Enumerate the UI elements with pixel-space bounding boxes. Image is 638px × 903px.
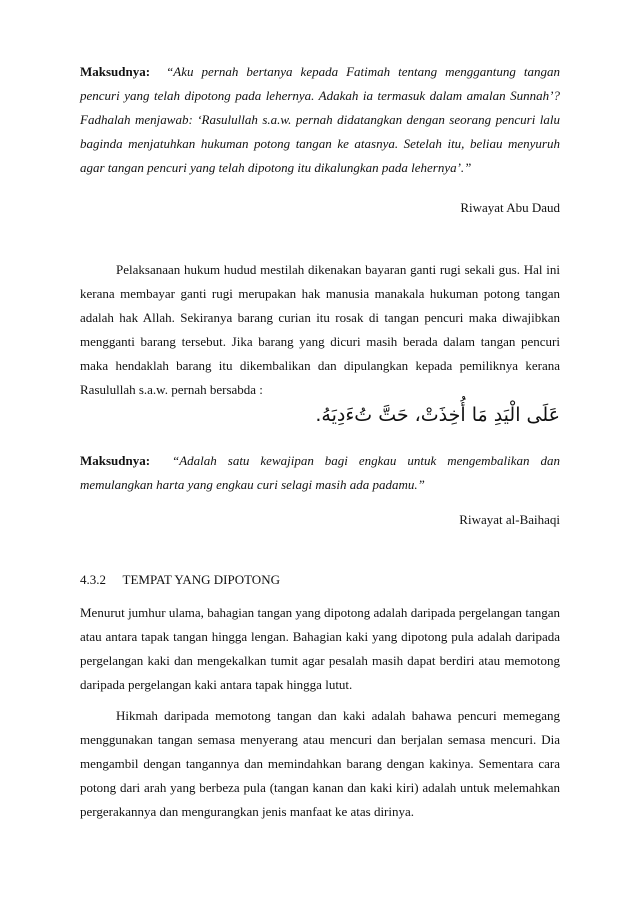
section-number: 4.3.2: [80, 572, 106, 587]
section-heading: [80, 570, 280, 590]
body-paragraph-2-block: [80, 601, 560, 697]
quote-text-2: “Adalah satu kewajipan bagi engkau untuk mengembalikan dan memulangkan harta yang engkau curi selagi masih ada padamu.”: [80, 453, 561, 492]
quote-paragraph-1: [80, 60, 560, 180]
body-paragraph-2: Menurut jumhur ulama, bahagian tangan yang dipotong adalah daripada pergelangan tangan atau antara tapak tangan hingga lengan. Bahagian kaki yang dipotong pula adalah daripada pergelangan kaki dan mengekalkan tumit agar pesalah masih dapat berdiri atau memotong daripada pergelangan kaki antara tapak hingga lutut.: [80, 605, 560, 692]
body-paragraph-3-block: [80, 704, 560, 824]
body-paragraph-1: Pelaksanaan hukum hudud mestilah dikenakan bayaran ganti rugi sekali gus. Hal ini kerana membayar ganti rugi merupakan hak manusia manakala hukuman potong tangan adalah hak Allah. Sekiranya barang curian itu rosak di tangan pencuri maka diwajibkan mengganti barang tersebut. Jika barang yang dicuri masih berada dalam tangan pencuri maka hendaklah barang itu dikembalikan dan dipulangkan kepada pemiliknya kerana Rasulullah s.a.w. pernah bersabda :: [80, 262, 560, 397]
section-title: TEMPAT YANG DIPOTONG: [122, 572, 280, 587]
body-paragraph-1-block: [80, 258, 560, 402]
quote-paragraph-2: [80, 449, 560, 497]
source-abu-daud: Riwayat Abu Daud: [460, 200, 560, 215]
quote-label-1: Maksudnya:: [80, 64, 151, 79]
quote-block-2: [80, 449, 560, 497]
source-al-baihaqi: Riwayat al-Baihaqi: [459, 512, 560, 527]
arabic-hadith-text: عَلَى الْيَدِ مَا أُخِذَتْ، حَتَّ تُءَدِيَهُ.: [315, 404, 560, 426]
quote-text-1: “Aku pernah bertanya kepada Fatimah tentang menggantung tangan pencuri yang telah dipotong pada lehernya. Adakah ia termasuk dalam amalan Sunnah’? Fadhalah menjawab: ‘Rasulullah s.a.w. pernah didatangkan dengan seorang pencuri lalu baginda menjatuhkan hukuman potong tangan ke atasnya. Setelah itu, beliau menyuruh agar tangan pencuri yang telah dipotong itu dikalungkan pada lehernya’.”: [80, 64, 561, 175]
quote-label-2: Maksudnya:: [80, 453, 151, 468]
body-paragraph-3: Hikmah daripada memotong tangan dan kaki adalah bahawa pencuri memegang menggunakan tangan semasa menyerang atau mencuri dan berjalan semasa mencuri. Dia mengambil dengan tangannya dan memindahkan barang dengan kakinya. Sementara cara potong dari arah yang berbeza pula (tangan kanan dan kaki kiri) adalah untuk melemahkan pergerakannya dan mengurangkan jenis manfaat ke atas dirinya.: [80, 708, 560, 819]
quote-block-1: [80, 60, 560, 180]
